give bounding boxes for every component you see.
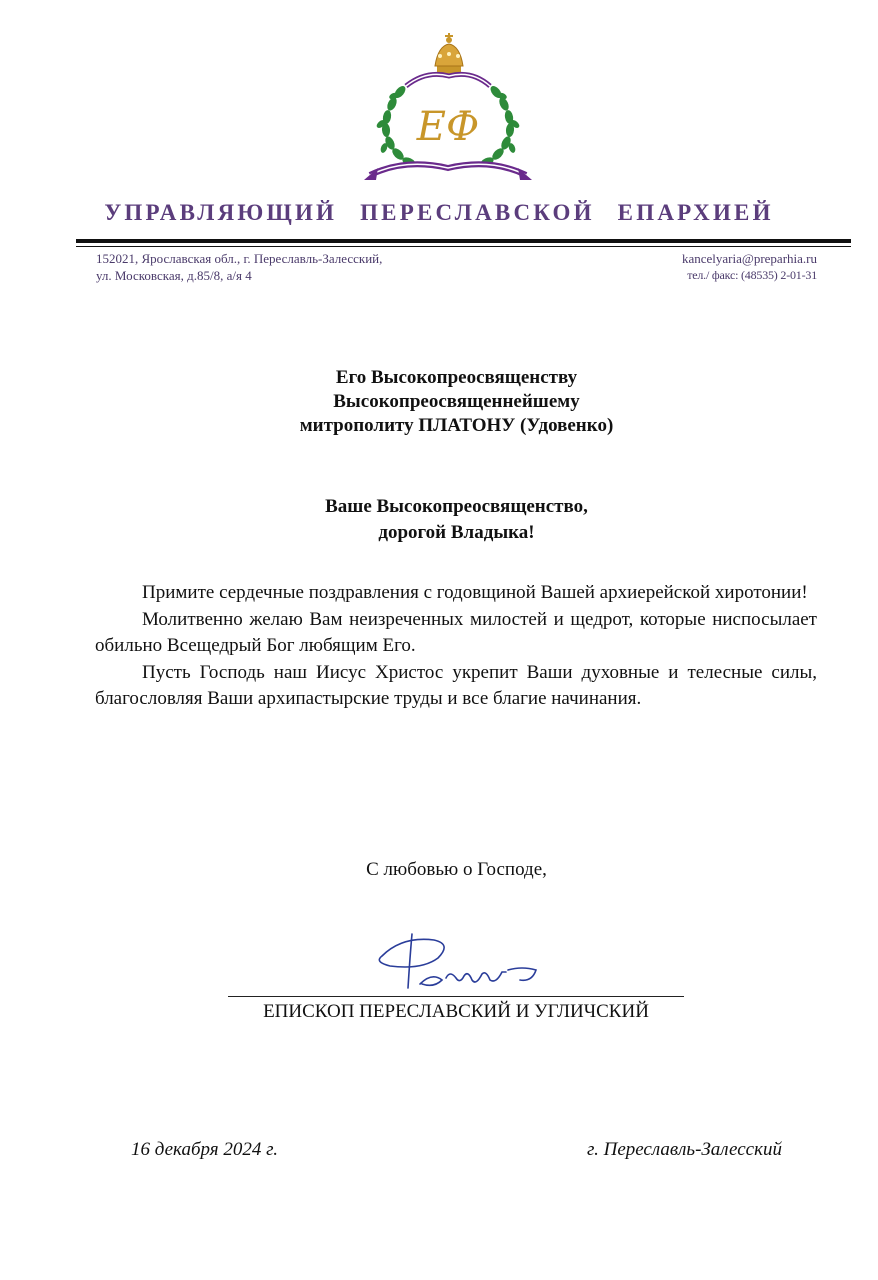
- addressee-line1: Его Высокопреосвященству: [335, 367, 578, 388]
- greeting-line2: дорогой Владыка!: [378, 522, 535, 543]
- wreath-right: [479, 84, 521, 169]
- diocese-emblem: [360, 30, 536, 190]
- signature-line: [228, 996, 684, 997]
- address-line2: ул. Московская, д.85/8, а/я 4: [96, 268, 252, 283]
- header-rule-thick: [76, 239, 851, 243]
- body-paragraph-1: Примите сердечные поздравления с годовщиной Вашей архиерейской хиротонии!: [142, 582, 808, 603]
- crown-icon: [435, 33, 463, 74]
- letter-place: г. Переславль-Залесский: [586, 1139, 782, 1160]
- addressee-line2: Высокопреосвященнейшему: [333, 391, 580, 412]
- handwritten-signature: [372, 926, 552, 996]
- signatory-title: ЕПИСКОП ПЕРЕСЛАВСКИЙ И УГЛИЧСКИЙ: [263, 1001, 649, 1022]
- contact-info: [682, 250, 817, 284]
- body-paragraph-3: Пусть Господь наш Иисус Христос укрепит Ваши духовные и телесные силы, благословляя Ваши архипастырские труды и все благие начинания.: [95, 661, 817, 709]
- addressee-line3: митрополиту ПЛАТОНУ (Удовенко): [299, 415, 614, 436]
- phone-fax: тел./ факс: (48535) 2-01-31: [687, 268, 817, 282]
- letter-body: [95, 580, 817, 713]
- postal-address: [96, 250, 382, 284]
- addressee-block: [0, 366, 878, 438]
- wreath-left: [375, 84, 417, 169]
- header-rule-thin: [76, 246, 851, 247]
- emblem-monogram: ЕФ: [416, 104, 480, 150]
- greeting-block: [0, 494, 878, 546]
- organization-title: УПРАВЛЯЮЩИЙ ПЕРЕСЛАВСКОЙ ЕПАРХИЕЙ: [104, 200, 774, 225]
- letter-date: 16 декабря 2024 г.: [131, 1139, 278, 1160]
- email: kancelyaria@preparhia.ru: [681, 251, 817, 266]
- ribbon-bottom: [370, 164, 526, 175]
- closing-phrase: С любовью о Господе,: [366, 859, 547, 880]
- address-line1: 152021, Ярославская обл., г. Переславль-Залесский,: [96, 251, 383, 266]
- greeting-line1: Ваше Высокопреосвященство,: [325, 496, 588, 517]
- body-paragraph-2: Молитвенно желаю Вам неизреченных милостей и щедрот, которые ниспосылает обильно Всещедрый Бог любящим Его.: [95, 608, 817, 656]
